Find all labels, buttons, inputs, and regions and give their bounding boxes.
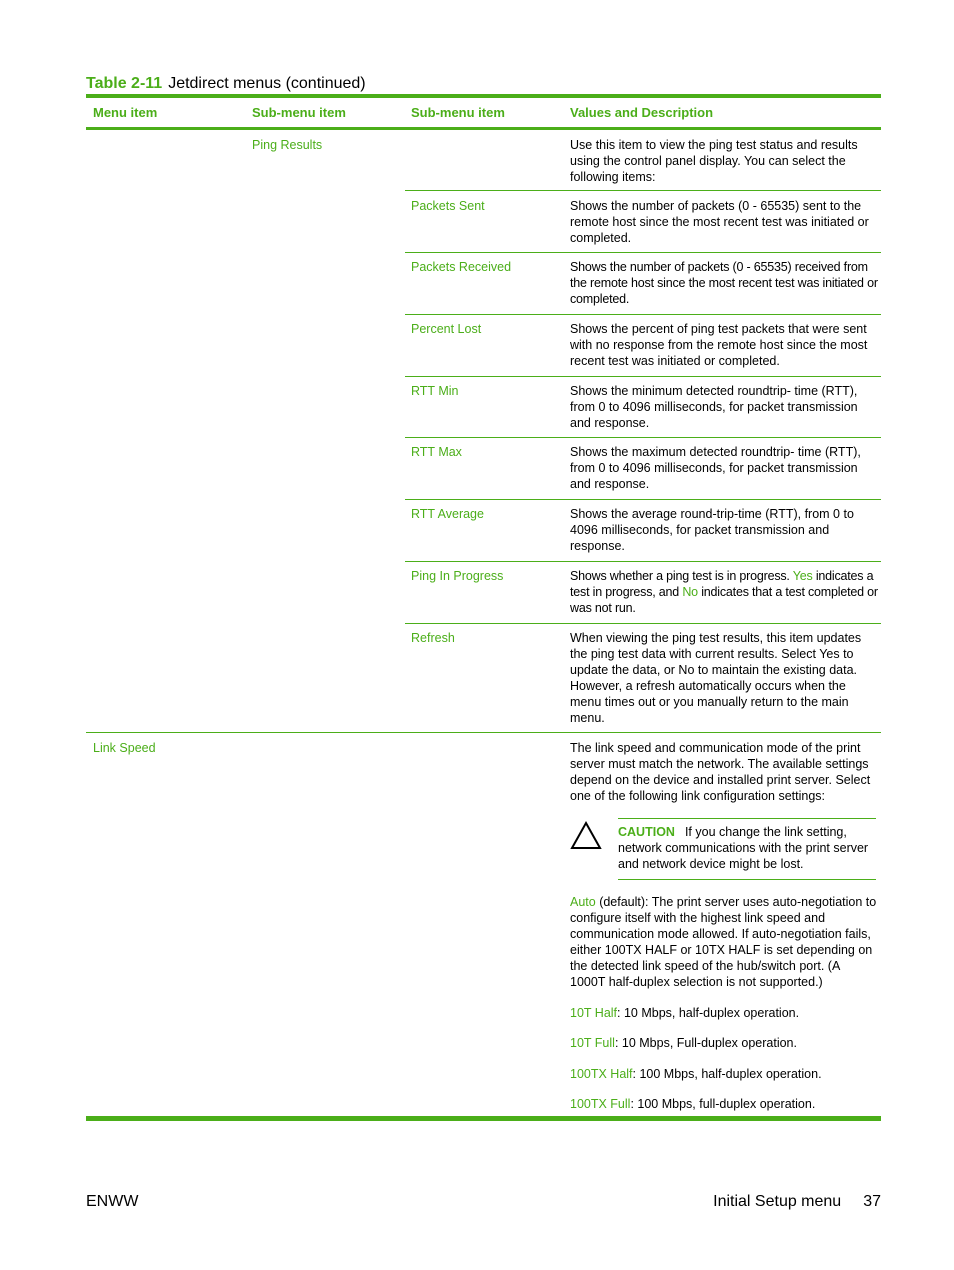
description-packets-received: Shows the number of packets (0 - 65535) received from the remote host since the most recent test was initiated or completed. [570, 260, 878, 306]
caution-text-block [618, 824, 878, 872]
option-name: 100TX Full [570, 1097, 631, 1111]
table-top-rule [86, 94, 881, 98]
header-sub-menu-item-1: Sub-menu item [252, 105, 346, 120]
description-text: indicates a test in progress, and [570, 569, 874, 599]
sub-menu-packets-received: Packets Received [411, 260, 512, 274]
option-description: : 100 Mbps, full-duplex operation. [630, 1097, 816, 1111]
table-caption [86, 75, 366, 93]
table-bottom-rule [86, 1116, 881, 1121]
header-values-description: Values and Description [570, 105, 714, 120]
table-number: Table 2-11 [86, 75, 163, 92]
caution-bottom-rule [618, 879, 876, 880]
row-divider [405, 437, 881, 438]
sub-menu-rtt-min: RTT Min [411, 384, 459, 398]
description-text: indicates that a test completed or was not run. [570, 585, 878, 615]
sub-menu-percent-lost: Percent Lost [411, 322, 482, 336]
option-10t-half [570, 1005, 878, 1021]
option-100tx-half [570, 1066, 878, 1082]
option-name: 10T Full [570, 1036, 615, 1050]
description-refresh: When viewing the ping test results, this item updates the ping test data with current results. Select Yes to update the data, or No to maintain the existing data. However, a refresh automatically occurs when the menu times out or you manually return to the main menu. [570, 631, 862, 725]
description-percent-lost: Shows the percent of ping test packets that were sent with no response from the remote host since the most recent test was initiated or completed. [570, 322, 868, 368]
option-name: Auto [570, 895, 596, 909]
option-description: : 100 Mbps, half-duplex operation. [632, 1067, 822, 1081]
option-name: 10T Half [570, 1006, 618, 1020]
description-rtt-max: Shows the maximum detected roundtrip- time (RTT), from 0 to 4096 milliseconds, for packet transmission and response. [570, 445, 861, 491]
row-divider [86, 732, 881, 733]
footer-left: ENWW [86, 1193, 139, 1210]
row-divider [405, 190, 881, 191]
description-rtt-average: Shows the average round-trip-time (RTT), from 0 to 4096 milliseconds, for packet transmission and response. [570, 507, 854, 553]
sub-menu-ping-in-progress: Ping In Progress [411, 569, 504, 583]
footer-section-title: Initial Setup menu [713, 1193, 842, 1210]
sub-menu-refresh: Refresh [411, 631, 455, 645]
option-10t-full [570, 1035, 878, 1051]
row-divider [405, 252, 881, 253]
header-rule [86, 127, 881, 130]
header-sub-menu-item-2: Sub-menu item [411, 105, 505, 120]
header-menu-item: Menu item [93, 105, 158, 120]
table-title: Jetdirect menus (continued) [168, 75, 366, 92]
warning-triangle-icon [570, 820, 602, 850]
row-divider [405, 376, 881, 377]
description-rtt-min: Shows the minimum detected roundtrip- time (RTT), from 0 to 4096 milliseconds, for packet transmission and response. [570, 384, 858, 430]
caution-message: If you change the link setting, network communications with the print server and network device might be lost. [618, 825, 869, 871]
row-divider [405, 561, 881, 562]
value-yes: Yes [792, 569, 813, 583]
option-auto [570, 894, 878, 990]
option-name: 100TX Half [570, 1067, 633, 1081]
description-ping-in-progress [570, 568, 878, 616]
caution-label: CAUTION [618, 825, 675, 839]
option-description: (default): The print server uses auto-negotiation to configure itself with the highest link speed and communication mode allowed. If auto-negotiation fails, either 100TX HALF or 10TX HALF is set depending on the detected link speed of the hub/switch port. (A 1000T half-duplex selection is not supported.) [570, 895, 877, 989]
footer-right [713, 1193, 881, 1211]
menu-item-link-speed: Link Speed [93, 741, 156, 755]
option-description: : 10 Mbps, half-duplex operation. [617, 1006, 800, 1020]
sub-menu-rtt-max: RTT Max [411, 445, 462, 459]
sub-menu-packets-sent: Packets Sent [411, 199, 485, 213]
description-text: Shows whether a ping test is in progress. [570, 569, 793, 583]
caution-note [570, 818, 876, 880]
row-divider [405, 499, 881, 500]
description-ping-results: Use this item to view the ping test status and results using the control panel display. You can select the following items: [570, 138, 858, 184]
page-number: 37 [863, 1193, 881, 1210]
caution-top-rule [618, 818, 876, 819]
option-description: : 10 Mbps, Full-duplex operation. [614, 1036, 797, 1050]
row-divider [405, 623, 881, 624]
row-divider [405, 314, 881, 315]
option-100tx-full [570, 1096, 878, 1112]
value-no: No [682, 585, 698, 599]
description-packets-sent: Shows the number of packets (0 - 65535) sent to the remote host since the most recent test was initiated or completed. [570, 199, 869, 245]
sub-menu-rtt-average: RTT Average [411, 507, 484, 521]
description-link-speed: The link speed and communication mode of the print server must match the network. The available settings depend on the device and installed print server. Select one of the following link configuration settings: [570, 741, 871, 803]
sub-menu-ping-results: Ping Results [252, 138, 323, 152]
